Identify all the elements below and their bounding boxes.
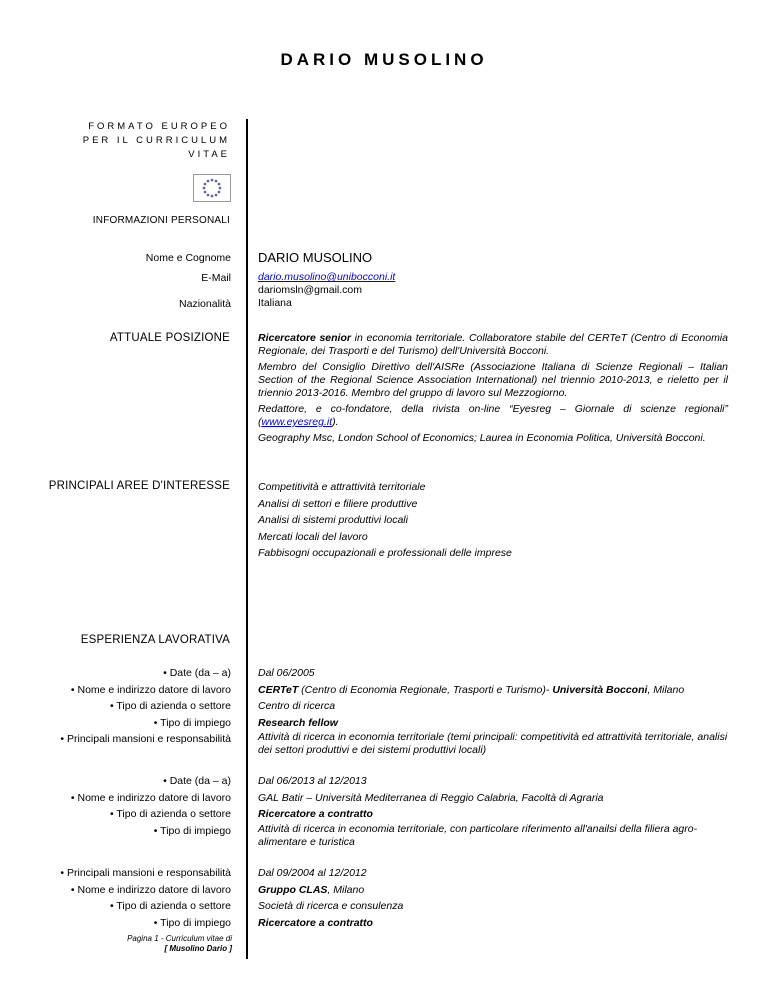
label-dates: • Date (da – a): [163, 775, 231, 787]
position-p3-end: ).: [332, 416, 339, 428]
cv-title: DARIO MUSOLINO: [280, 50, 488, 69]
footer-owner: [ Musolino Dario ]: [164, 944, 232, 953]
experience-3-labels: [20, 865, 231, 931]
position-detail: in economia territoriale. Collaboratore stabile del CERTeT (Centro di Economia Regionale, dei Trasporti e del Turismo) dell'Università Bocconi.: [258, 332, 728, 357]
exp1-employer-org: CERTeT: [258, 683, 299, 696]
interest-item: Mercati locali del lavoro: [258, 530, 368, 543]
name-value: DARIO MUSOLINO: [258, 250, 373, 265]
exp3-role: Ricercatore a contratto: [258, 916, 373, 929]
nationality-value: Italiana: [258, 297, 292, 309]
exp3-sector: Società di ricerca e consulenza: [258, 900, 404, 912]
exp1-duties: Attività di ricerca in economia territoriale (temi principali: competitività ed attrattività territoriale, analisi dei settori produttivi e dei sistemi produttivi locali): [258, 731, 728, 756]
column-divider: [246, 119, 248, 959]
label-dates: • Date (da – a): [163, 667, 231, 679]
section-experience: ESPERIENZA LAVORATIVA: [80, 634, 230, 646]
email-values: [258, 271, 728, 310]
exp2-role: Ricercatore a contratto: [258, 808, 373, 820]
position-paragraph-1: [258, 332, 728, 358]
section-personal-info: INFORMAZIONI PERSONALI: [92, 215, 230, 226]
exp2-date: Dal 06/2013 al 12/2013: [258, 775, 367, 787]
exp3-employer-city: , Milano: [327, 883, 365, 896]
label-sector: • Tipo di azienda o settore: [109, 808, 231, 820]
section-interests: PRINCIPALI AREE D'INTERESSE: [48, 480, 230, 492]
europass-line-2: PER IL CURRICULUM: [82, 135, 230, 146]
exp3-employer: [258, 882, 728, 899]
experience-3-values: [258, 865, 728, 931]
europass-line-3: VITAE: [188, 149, 230, 160]
exp1-employer-city: , Milano: [647, 683, 685, 696]
label-sector: • Tipo di azienda o settore: [109, 700, 231, 712]
eyesreg-link[interactable]: www.eyesreg.it: [261, 416, 333, 428]
email-secondary: dariomsln@gmail.com: [258, 284, 363, 296]
label-job-type: • Tipo di impiego: [153, 824, 231, 837]
label-employer: • Nome e indirizzo datore di lavoro: [70, 683, 231, 696]
exp1-employer-desc: (Centro di Economia Regionale, Trasporti e Turismo)-: [298, 683, 553, 696]
section-current-position: ATTUALE POSIZIONE: [109, 332, 230, 344]
interest-item: Fabbisogni occupazionali e professionali delle imprese: [258, 547, 512, 559]
exp1-employer-uni: Università Bocconi: [552, 683, 648, 696]
interests-list: [258, 479, 728, 562]
eu-flag-icon: [193, 174, 231, 202]
exp1-role: Research fellow: [258, 716, 338, 729]
position-paragraph-2: Membro del Consiglio Direttivo dell'AISRe (Associazione Italiana di Scienze Regionali – Italian Section of the Regional Science Association International) nel triennio 2010-2013, e rieletto per il triennio 2013-2016. Membro del gruppo di lavoro sul Mezzogiorno.: [258, 361, 728, 399]
exp3-date: Dal 09/2004 al 12/2012: [258, 867, 367, 879]
position-paragraph-4: Geography Msc, London School of Economics; Laurea in Economia Politica, Università Bocconi.: [258, 432, 706, 444]
exp1-employer: [258, 682, 728, 699]
exp2-employer: GAL Batir – Università Mediterranea di Reggio Calabria, Facoltà di Agraria: [258, 791, 604, 804]
page-footer: [60, 934, 232, 954]
exp1-sector: Centro di ricerca: [258, 700, 336, 712]
label-job-type: • Tipo di impiego: [153, 716, 231, 729]
label-employer: • Nome e indirizzo datore di lavoro: [70, 791, 231, 804]
experience-1-values: [258, 665, 728, 757]
exp2-duties: Attività di ricerca in economia territoriale, con particolare riferimento all'anailsi della filiera agro-alimentare e turistica: [258, 822, 698, 848]
position-text: [258, 332, 728, 448]
label-employer: • Nome e indirizzo datore di lavoro: [70, 883, 231, 896]
experience-2-values: [258, 773, 728, 849]
position-paragraph-3: [258, 403, 728, 429]
label-job-type: • Tipo di impiego: [153, 916, 231, 929]
interest-item: Analisi di settori e filiere produttive: [258, 497, 418, 510]
email-label: E-Mail: [201, 272, 231, 284]
experience-1-labels: [20, 665, 231, 748]
position-title: Ricercatore senior: [258, 332, 351, 344]
footer-page-info: Pagina 1 - Curriculum vitae di: [127, 934, 232, 943]
nationality-label: Nazionalità: [179, 298, 231, 310]
name-label: Nome e Cognome: [145, 252, 231, 264]
position-p3-text: Redattore, e co-fondatore, della rivista on-line “Eyesreg – Giornale di scienze regionali” (: [258, 403, 728, 428]
experience-2-labels: [20, 773, 231, 839]
email-link-primary[interactable]: dario.musolino@unibocconi.it: [258, 271, 396, 283]
label-duties: • Principali mansioni e responsabilità: [60, 733, 231, 745]
europass-line-1: FORMATO EUROPEO: [88, 121, 230, 132]
europass-heading: [40, 120, 230, 162]
exp3-employer-org: Gruppo CLAS: [258, 883, 328, 896]
exp1-date: Dal 06/2005: [258, 667, 315, 679]
interest-item: Analisi di sistemi produttivi locali: [258, 514, 408, 526]
label-sector: • Tipo di azienda o settore: [109, 900, 231, 912]
interest-item: Competitività e attrattività territoriale: [258, 481, 426, 493]
label-duties: • Principali mansioni e responsabilità: [60, 867, 231, 879]
